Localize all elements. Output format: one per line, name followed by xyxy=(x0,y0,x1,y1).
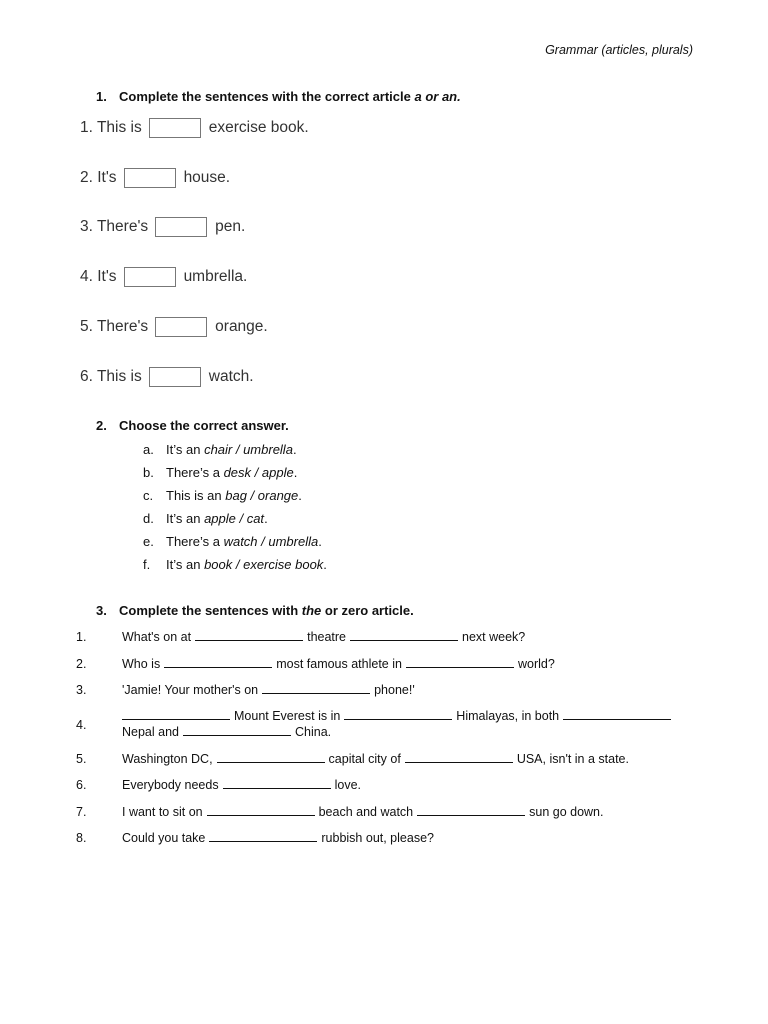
exercise-1-item-1 xyxy=(80,117,309,139)
exercise-3-item-4-line-2 xyxy=(122,725,331,739)
exercise-3-item-2 xyxy=(122,657,555,671)
exercise-3-item-8 xyxy=(122,831,434,845)
item-text: It’s an xyxy=(166,442,205,457)
exercise-3-item-1 xyxy=(122,630,525,644)
sentence-part: phone!' xyxy=(374,683,415,697)
exercise-1-item-2 xyxy=(80,167,230,189)
section-3-title-text: Complete the sentences with xyxy=(119,603,302,618)
section-3-title-text-end: or zero article. xyxy=(321,603,414,618)
sentence-part: Who is xyxy=(122,657,161,671)
answer-options[interactable]: desk / apple xyxy=(223,465,294,480)
exercise-3-item-5 xyxy=(122,752,629,766)
exercise-3-number-7: 7. xyxy=(76,805,87,819)
fill-blank[interactable] xyxy=(405,752,513,763)
item-end: . xyxy=(298,488,302,503)
sentence-part: most famous athlete in xyxy=(276,657,402,671)
item-suffix: house. xyxy=(183,169,231,186)
sentence-part: next week? xyxy=(462,630,526,644)
fill-blank[interactable] xyxy=(183,725,291,736)
item-letter: d. xyxy=(143,511,154,526)
sentence-part: Could you take xyxy=(122,831,206,845)
section-1-title xyxy=(96,89,461,104)
sentence-part: world? xyxy=(517,657,555,671)
fill-blank[interactable] xyxy=(223,778,331,789)
answer-box-4[interactable] xyxy=(124,267,176,287)
sentence-part: theatre xyxy=(307,630,347,644)
item-text: There’s a xyxy=(166,465,224,480)
item-prefix: 4. It's xyxy=(80,268,117,285)
item-suffix: watch. xyxy=(208,368,254,385)
item-prefix: 5. There's xyxy=(80,318,149,335)
fill-blank[interactable] xyxy=(417,805,525,816)
fill-blank[interactable] xyxy=(164,657,272,668)
answer-box-2[interactable] xyxy=(124,168,176,188)
page-header: Grammar (articles, plurals) xyxy=(545,43,693,57)
sentence-part: 'Jamie! Your mother's on xyxy=(122,683,259,697)
section-3-number: 3. xyxy=(96,603,107,618)
answer-options[interactable]: chair / umbrella xyxy=(204,442,293,457)
item-letter: e. xyxy=(143,534,154,549)
sentence-part: rubbish out, please? xyxy=(321,831,434,845)
section-2-title-text: Choose the correct answer. xyxy=(119,418,289,433)
answer-box-1[interactable] xyxy=(149,118,201,138)
exercise-3-item-4-line-1 xyxy=(122,709,675,723)
answer-box-5[interactable] xyxy=(155,317,207,337)
answer-options[interactable]: bag / orange xyxy=(225,488,299,503)
fill-blank[interactable] xyxy=(350,630,458,641)
fill-blank[interactable] xyxy=(262,683,370,694)
fill-blank[interactable] xyxy=(406,657,514,668)
exercise-1-item-5 xyxy=(80,316,268,338)
section-3-title-italic: the xyxy=(301,603,322,618)
item-suffix: orange. xyxy=(215,318,268,335)
section-1-number: 1. xyxy=(96,89,107,104)
sentence-part: beach and watch xyxy=(318,805,414,819)
exercise-1-item-6 xyxy=(80,366,254,388)
answer-box-6[interactable] xyxy=(149,367,201,387)
item-end: . xyxy=(318,534,322,549)
exercise-2-item-d xyxy=(143,511,268,526)
exercise-2-item-b xyxy=(143,465,297,480)
answer-options[interactable]: apple / cat xyxy=(204,511,265,526)
exercise-2-item-c xyxy=(143,488,302,503)
item-text: It’s an xyxy=(166,557,205,572)
fill-blank[interactable] xyxy=(563,709,671,720)
exercise-1-item-4 xyxy=(80,266,247,288)
exercise-1-item-3 xyxy=(80,216,245,238)
sentence-part: USA, isn't in a state. xyxy=(516,752,629,766)
sentence-part: capital city of xyxy=(328,752,401,766)
sentence-part: China. xyxy=(295,725,332,739)
item-prefix: 3. There's xyxy=(80,218,149,235)
fill-blank[interactable] xyxy=(217,752,325,763)
exercise-3-item-6 xyxy=(122,778,361,792)
sentence-part: I want to sit on xyxy=(122,805,203,819)
exercise-3-number-6: 6. xyxy=(76,778,87,792)
fill-blank[interactable] xyxy=(207,805,315,816)
fill-blank[interactable] xyxy=(344,709,452,720)
exercise-2-item-e xyxy=(143,534,322,549)
exercise-2-item-a xyxy=(143,442,297,457)
sentence-part: Mount Everest is in xyxy=(234,709,341,723)
answer-options[interactable]: book / exercise book xyxy=(204,557,324,572)
fill-blank[interactable] xyxy=(195,630,303,641)
item-text: There’s a xyxy=(166,534,224,549)
exercise-3-item-3 xyxy=(122,683,415,697)
exercise-3-number-4: 4. xyxy=(76,718,87,732)
item-prefix: 1. This is xyxy=(80,119,142,136)
item-letter: c. xyxy=(143,488,154,503)
exercise-3-number-1: 1. xyxy=(76,630,87,644)
item-letter: b. xyxy=(143,465,154,480)
answer-options[interactable]: watch / umbrella xyxy=(223,534,319,549)
section-1-title-italic: a or an. xyxy=(414,89,461,104)
exercise-3-number-2: 2. xyxy=(76,657,87,671)
item-end: . xyxy=(264,511,268,526)
item-suffix: exercise book. xyxy=(208,119,309,136)
fill-blank[interactable] xyxy=(122,709,230,720)
section-2-title xyxy=(96,418,289,433)
section-3-title xyxy=(96,603,414,618)
item-letter: f. xyxy=(143,557,151,572)
item-suffix: pen. xyxy=(215,218,246,235)
sentence-part: Washington DC, xyxy=(122,752,213,766)
exercise-3-number-3: 3. xyxy=(76,683,87,697)
section-2-number: 2. xyxy=(96,418,107,433)
fill-blank[interactable] xyxy=(209,831,317,842)
exercise-2-item-f xyxy=(143,557,327,572)
sentence-part: Everybody needs xyxy=(122,778,219,792)
item-letter: a. xyxy=(143,442,154,457)
item-text: This is an xyxy=(166,488,226,503)
item-prefix: 6. This is xyxy=(80,368,142,385)
item-suffix: umbrella. xyxy=(183,268,248,285)
answer-box-3[interactable] xyxy=(155,217,207,237)
section-1-title-text: Complete the sentences with the correct article xyxy=(119,89,415,104)
sentence-part: love. xyxy=(334,778,361,792)
exercise-3-item-7 xyxy=(122,805,603,819)
sentence-part: Nepal and xyxy=(122,725,179,739)
item-end: . xyxy=(293,465,298,480)
item-end: . xyxy=(292,442,297,457)
sentence-part: What's on at xyxy=(122,630,192,644)
exercise-3-number-8: 8. xyxy=(76,831,87,845)
item-end: . xyxy=(323,557,327,572)
sentence-part: Himalayas, in both xyxy=(456,709,560,723)
sentence-part: sun go down. xyxy=(529,805,604,819)
item-prefix: 2. It's xyxy=(80,169,117,186)
item-text: It’s an xyxy=(166,511,205,526)
exercise-3-number-5: 5. xyxy=(76,752,87,766)
